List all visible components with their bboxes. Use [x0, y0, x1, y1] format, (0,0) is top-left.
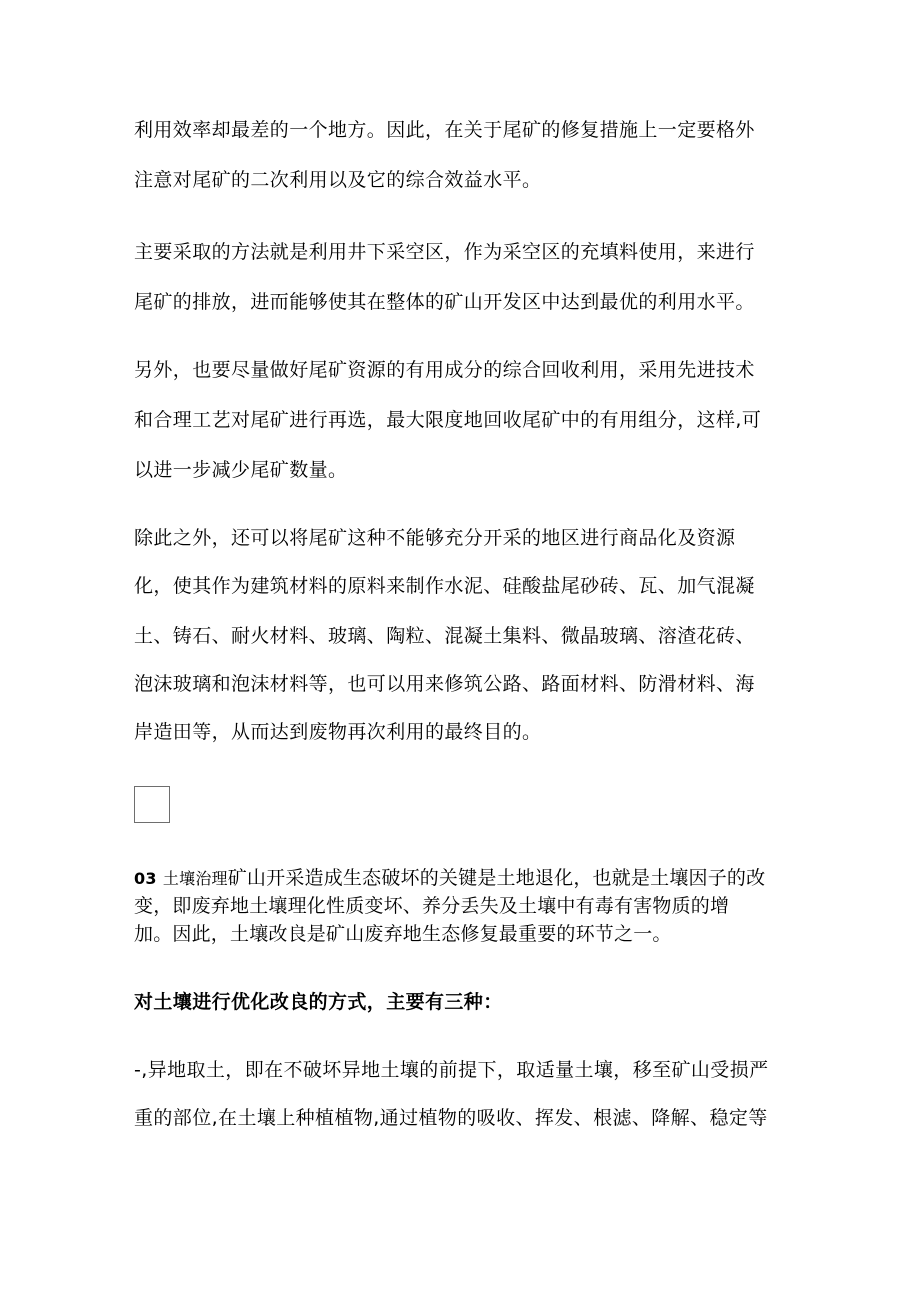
- section-line-1: [134, 866, 765, 891]
- image-placeholder: [134, 786, 170, 823]
- bold-heading: 对土壤进行优化改良的方式，主要有三种：: [134, 991, 503, 1013]
- section-label: 土壤治理: [162, 869, 228, 888]
- section-line-3: 加。因此，土壤改良是矿山废弃地生态修复最重要的环节之一。: [134, 923, 672, 945]
- paragraph-4-line-4: 泡沫玻璃和泡沫材料等，也可以用来修筑公路、路面材料、防滑材料、海: [134, 673, 755, 695]
- section-line-2: 变，即废弃地土壤理化性质变坏、养分丢失及土壤中有毒有害物质的增: [134, 895, 730, 917]
- paragraph-1-line-1: 利用效率却最差的一个地方。因此，在关于尾矿的修复措施上一定要格外: [134, 119, 755, 141]
- paragraph-3-line-2: 和合理工艺对尾矿进行再选，最大限度地回收尾矿中的有用组分，这样,可: [134, 409, 762, 431]
- paragraph-2-line-1: 主要采取的方法就是利用井下采空区，作为采空区的充填料使用，来进行: [134, 241, 755, 263]
- paragraph-4-line-5: 岸造田等，从而达到废物再次利用的最终目的。: [134, 721, 542, 743]
- paragraph-3-line-3: 以进一步减少尾矿数量。: [134, 459, 348, 481]
- section-number: 03: [134, 869, 157, 888]
- paragraph-3-line-1: 另外，也要尽量做好尾矿资源的有用成分的综合回收利用，采用先进技术: [134, 359, 755, 381]
- last-paragraph-line-1: -,异地取土，即在不破坏异地土壤的前提下，取适量土壤，移至矿山受损严: [134, 1059, 769, 1081]
- paragraph-4-line-2: 化，使其作为建筑材料的原料来制作水泥、硅酸盐尾砂砖、瓦、加气混凝: [134, 575, 755, 597]
- paragraph-1-line-2: 注意对尾矿的二次利用以及它的综合效益水平。: [134, 169, 542, 191]
- paragraph-2-line-2: 尾矿的排放，进而能够使其在整体的矿山开发区中达到最优的利用水平。: [134, 291, 755, 313]
- paragraph-4-line-3: 土、铸石、耐火材料、玻璃、陶粒、混凝土集料、微晶玻璃、溶渣花砖、: [134, 625, 755, 647]
- paragraph-4-line-1: 除此之外，还可以将尾矿这种不能够充分开采的地区进行商品化及资源: [134, 527, 736, 549]
- last-paragraph-line-2: 重的部位,在土壤上种植植物,通过植物的吸收、挥发、根滤、降解、稳定等: [134, 1107, 768, 1129]
- section-line-1-text: 矿山开采造成生态破坏的关键是土地退化，也就是土壤因子的改: [227, 867, 766, 889]
